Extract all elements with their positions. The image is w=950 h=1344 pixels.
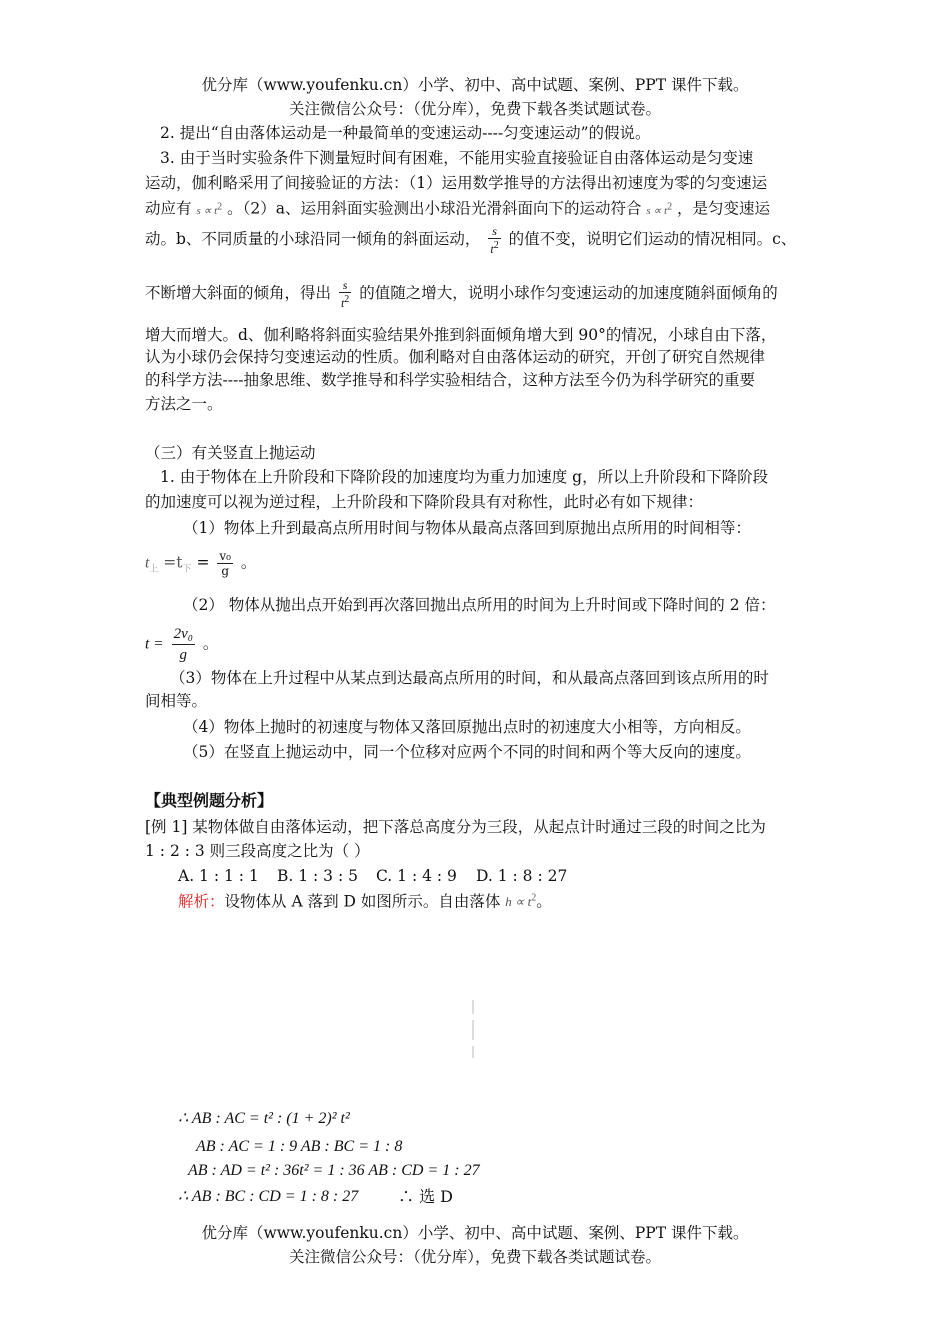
rule-2-formula — [145, 624, 218, 665]
examples-heading: 【典型例题分析】 — [145, 791, 274, 810]
item-3-line-7: 认为小球仍会保持匀变速运动的性质。伽利略对自由落体运动的研究，开创了研究自然规律 — [145, 348, 766, 366]
item-3-line-4-b: 的值不变，说明它们运动的情况相同。c、 — [508, 230, 797, 248]
rule-1: （1）物体上升到最高点所用时间与物体从最高点落回到原抛出点所用的时间相等： — [183, 519, 751, 537]
header-line-2: 关注微信公众号：（优分库），免费下载各类试题试卷。 — [288, 100, 661, 118]
analysis-end: 。 — [536, 892, 552, 911]
proportion-formula-2: s ∝ t2 — [646, 201, 673, 217]
rule-1-fraction — [217, 549, 233, 578]
rule-3-line-1: （3）物体在上升过程中从某点到达最高点所用的时间，和从最高点落回到该点所用的时 — [170, 669, 769, 687]
rule-1-sub-down: 下 — [182, 564, 192, 575]
fraction-denominator-text-1: t — [490, 242, 494, 256]
rule-1-t: t — [145, 554, 150, 572]
falling-path-figure — [470, 1000, 476, 1060]
proportion-text-2: s ∝ t — [646, 204, 668, 217]
rule-1-eq: =t — [163, 553, 183, 572]
math-line-3: AB : AD = t² : 36t² = 1 : 36 AB : CD = 1 : 27 — [188, 1162, 480, 1179]
item-3-line-3-a: 动应有 — [145, 199, 192, 218]
rule-2-denominator: g — [179, 647, 188, 663]
analysis-proportion: $h \propto t^2$ — [505, 893, 537, 910]
item-3-line-3 — [145, 196, 770, 222]
rule-2-numerator: 2v₀ — [172, 624, 195, 645]
header-line-1: 优分库（www.youfenku.cn）小学、初中、高中试题、案例、PPT 课件下载。 — [201, 76, 749, 94]
math-line-4: ∴ AB : BC : CD = 1 : 8 : 27 — [178, 1188, 359, 1205]
rule-1-eq2: = — [196, 553, 210, 572]
item-3-line-3-c: ，是匀变速运 — [677, 199, 771, 218]
footer-line-1: 优分库（www.youfenku.cn）小学、初中、高中试题、案例、PPT 课件下载。 — [201, 1224, 749, 1242]
item-2: 2. 提出“自由落体运动是一种最简单的变速运动----匀变速运动”的假说。 — [160, 124, 651, 142]
rule-1-numerator: v₀ — [219, 549, 231, 563]
fraction-s-over-t2-1 — [488, 224, 500, 256]
item-3-line-8: 的科学方法----抽象思维、数学推导和科学实验相结合，这种方法至今仍为科学研究的重要 — [145, 371, 755, 389]
item-3-line-1: 3. 由于当时实验条件下测量短时间有困难，不能用实验直接验证自由落体运动是匀变速 — [160, 149, 754, 167]
example-1-line-1: [例 1] 某物体做自由落体运动，把下落总高度分为三段，从起点计时通过三段的时间之比为 — [145, 818, 766, 836]
item-3-line-4-a: 动。b、不同质量的小球沿同一倾角的斜面运动， — [145, 230, 481, 248]
rule-1-end: 。 — [240, 553, 257, 572]
rule-1-formula — [145, 549, 256, 581]
item-3-line-3-b: 。（2）a、运用斜面实验测出小球沿光滑斜面向下的运动符合 — [227, 199, 642, 218]
rule-4: （4）物体上抛时的初速度与物体又落回原抛出点时的初速度大小相等，方向相反。 — [183, 718, 751, 736]
rule-1-denominator: g — [221, 564, 230, 578]
item-3-line-4 — [145, 224, 796, 256]
section-3-para-line-1: 1. 由于物体在上升阶段和下降阶段的加速度均为重力加速度 g，所以上升阶段和下降阶段 — [160, 468, 769, 486]
example-1-line-2: 1 : 2 : 3 则三段高度之比为（ ） — [145, 842, 370, 860]
rule-2: （2） 物体从抛出点开始到再次落回抛出点所用的时间为上升时间或下降时间的 2 倍： — [183, 596, 776, 614]
item-3-line-2: 运动，伽利略采用了间接验证的方法：（1）运用数学推导的方法得出初速度为零的匀变速运 — [145, 174, 768, 192]
proportion-formula-1: s ∝ t2 — [196, 201, 223, 217]
section-3-para-line-2: 的加速度可以视为逆过程，上升阶段和下降阶段具有对称性，此时必有如下规律： — [145, 493, 704, 511]
section-3-title: （三）有关竖直上抛运动 — [145, 444, 316, 462]
fraction-denominator-text-2: t — [340, 296, 345, 310]
proportion-text-1: s ∝ t — [196, 204, 218, 217]
option-c: C. 1 : 4 : 9 — [376, 867, 457, 885]
option-a: A. 1 : 1 : 1 — [178, 867, 259, 885]
item-3-line-5-b: 的值随之增大，说明小球作匀变速运动的加速度随斜面倾角的 — [359, 284, 778, 302]
rule-3-line-2: 间相等。 — [145, 692, 208, 710]
fraction-numerator-1: s — [488, 224, 500, 239]
item-3-line-5 — [145, 278, 778, 310]
analysis-label: 解析： — [178, 892, 225, 911]
rule-1-sub-up: 上 — [149, 564, 159, 575]
math-line-2: AB : AC = 1 : 9 AB : BC = 1 : 8 — [196, 1138, 403, 1155]
answer-choice: ∴ 选 D — [398, 1187, 454, 1206]
fraction-denominator-2: $t^2$ — [340, 294, 350, 310]
rule-2-end: 。 — [202, 634, 219, 653]
option-d: D. 1 : 8 : 27 — [476, 867, 568, 885]
analysis-text: 设物体从 A 落到 D 如图所示。自由落体 — [224, 892, 501, 911]
math-line-1: ∴ AB : AC = t² : (1 + 2)² t² — [178, 1110, 350, 1127]
rule-5: （5）在竖直上抛运动中，同一个位移对应两个不同的时间和两个等大反向的速度。 — [183, 743, 751, 761]
rule-2-t: t = — [145, 635, 164, 653]
item-3-line-9: 方法之一。 — [145, 395, 223, 413]
fraction-s-over-t2-2 — [339, 278, 351, 310]
fraction-denominator-1: $t^2$ — [490, 240, 499, 256]
fraction-numerator-2: s — [339, 278, 351, 293]
footer-line-2: 关注微信公众号：（优分库），免费下载各类试题试卷。 — [288, 1248, 661, 1266]
item-3-line-5-a: 不断增大斜面的倾角，得出 — [145, 284, 332, 302]
item-3-line-6: 增大而增大。d、伽利略将斜面实验结果外推到斜面倾角增大到 90°的情况，小球自由下落， — [145, 326, 777, 344]
analysis-proportion-text: h ∝ t — [505, 894, 532, 910]
rule-2-fraction — [172, 624, 195, 665]
option-b: B. 1 : 3 : 5 — [277, 867, 358, 885]
analysis-line — [178, 888, 552, 913]
